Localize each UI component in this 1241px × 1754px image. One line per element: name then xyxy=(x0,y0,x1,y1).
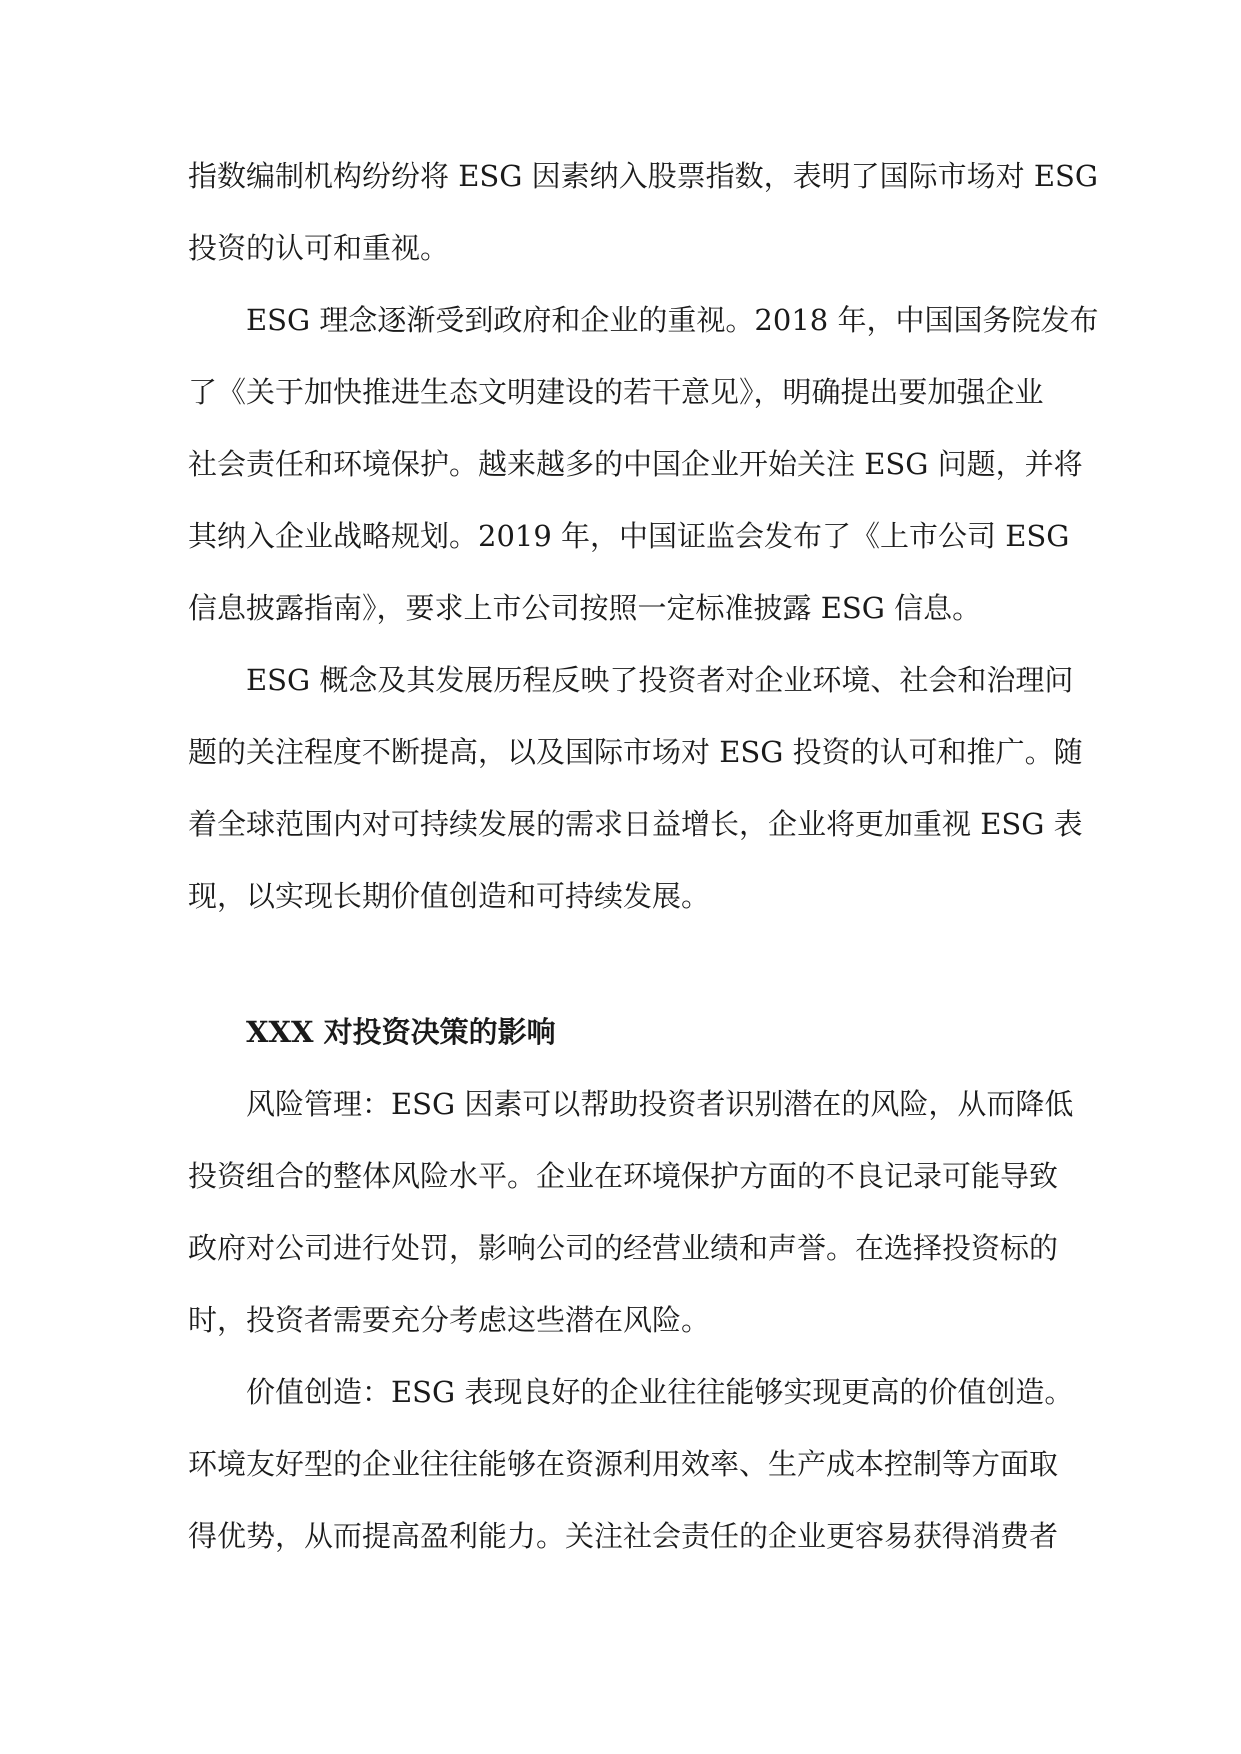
text-line: ESG 概念及其发展历程反映了投资者对企业环境、社会和治理问 xyxy=(246,663,1074,697)
text-line: 政府对公司进行处罚，影响公司的经营业绩和声誉。在选择投资标的 xyxy=(188,1231,1059,1265)
section-heading: XXX 对投资决策的影响 xyxy=(246,1015,556,1049)
text-line: 价值创造：ESG 表现良好的企业往往能够实现更高的价值创造。 xyxy=(246,1375,1074,1409)
paragraph xyxy=(188,284,1099,644)
text-line: 题的关注程度不断提高，以及国际市场对 ESG 投资的认可和推广。随 xyxy=(188,735,1083,769)
text-line: 现，以实现长期价值创造和可持续发展。 xyxy=(188,879,711,913)
text-line: 投资的认可和重视。 xyxy=(188,231,450,265)
paragraph xyxy=(188,1356,1074,1572)
section-gap xyxy=(188,932,1060,996)
text-line: ESG 理念逐渐受到政府和企业的重视。2018 年，中国国务院发布 xyxy=(246,303,1099,337)
paragraph xyxy=(188,140,1099,284)
paragraph xyxy=(188,644,1083,932)
text-line: 时，投资者需要充分考虑这些潜在风险。 xyxy=(188,1303,711,1337)
document-page xyxy=(188,140,1099,1572)
paragraph xyxy=(188,1068,1074,1356)
text-line: 着全球范围内对可持续发展的需求日益增长，企业将更加重视 ESG 表 xyxy=(188,807,1083,841)
text-line: 其纳入企业战略规划。2019 年，中国证监会发布了《上市公司 ESG xyxy=(188,519,1070,553)
text-line: 了《关于加快推进生态文明建设的若干意见》，明确提出要加强企业 xyxy=(188,375,1044,409)
text-line: 信息披露指南》，要求上市公司按照一定标准披露 ESG 信息。 xyxy=(188,591,982,625)
text-line: 指数编制机构纷纷将 ESG 因素纳入股票指数，表明了国际市场对 ESG xyxy=(188,159,1099,193)
text-line: 得优势，从而提高盈利能力。关注社会责任的企业更容易获得消费者 xyxy=(188,1519,1059,1553)
text-line: 环境友好型的企业往往能够在资源利用效率、生产成本控制等方面取 xyxy=(188,1447,1059,1481)
text-line: 风险管理：ESG 因素可以帮助投资者识别潜在的风险，从而降低 xyxy=(246,1087,1074,1121)
text-line: 社会责任和环境保护。越来越多的中国企业开始关注 ESG 问题，并将 xyxy=(188,447,1083,481)
text-line: 投资组合的整体风险水平。企业在环境保护方面的不良记录可能导致 xyxy=(188,1159,1059,1193)
